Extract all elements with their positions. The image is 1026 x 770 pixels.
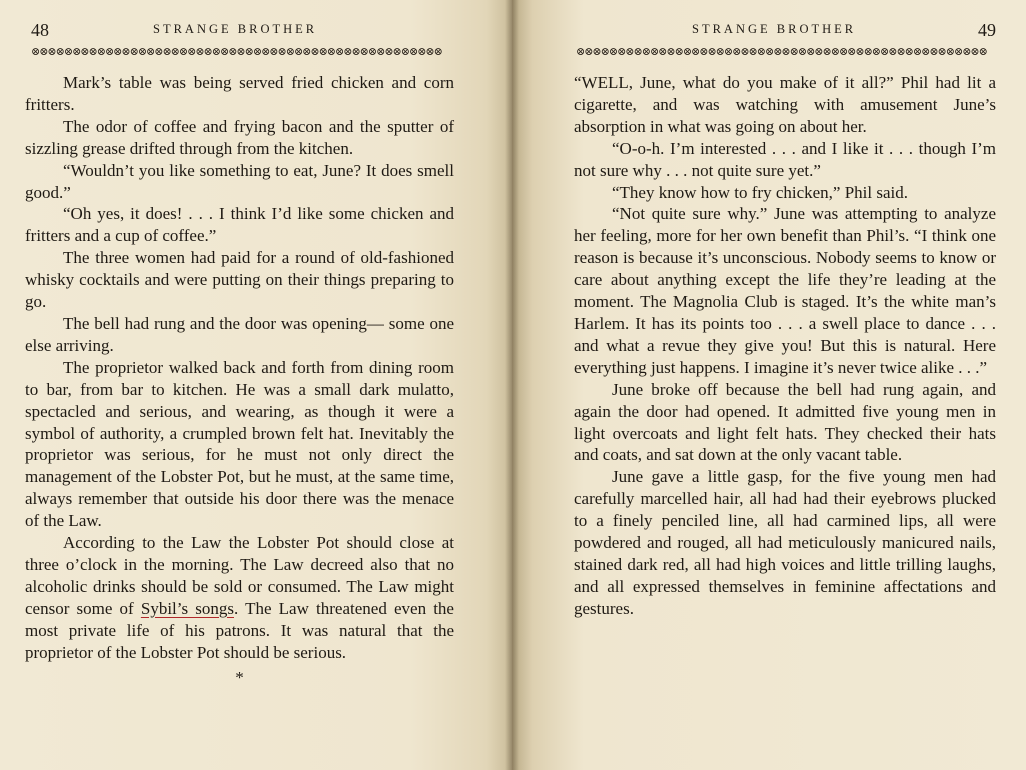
- body-text: [574, 72, 996, 620]
- underlined-text: Sybil’s songs: [140, 598, 234, 618]
- ornamental-rule: ⊗⊗⊗⊗⊗⊗⊗⊗⊗⊗⊗⊗⊗⊗⊗⊗⊗⊗⊗⊗⊗⊗⊗⊗⊗⊗⊗⊗⊗⊗⊗⊗⊗⊗⊗⊗⊗⊗⊗⊗⊗⊗⊗⊗⊗⊗⊗⊗⊗⊗: [31, 46, 442, 58]
- paragraph: The bell had rung and the door was opening— some one else arriving.: [25, 313, 454, 355]
- paragraph: The three women had paid for a round of old-fashioned whisky cocktails and were putting on their things preparing to go.: [25, 248, 454, 312]
- running-head: STRANGE BROTHER: [692, 22, 857, 36]
- book-gutter: [505, 0, 519, 770]
- section-break: *: [235, 668, 244, 688]
- paragraph: June broke off because the bell had rung again, and again the door had opened. It admitted five young men in light overcoats and light felt hats. They checked their hats and coats, and sat down at the only vacant table.: [574, 379, 996, 465]
- paragraph: “O-o-h. I’m interested . . . and I like it . . . though I’m not sure why . . . not quite sure yet.”: [574, 138, 996, 180]
- paragraph: The proprietor walked back and forth from dining room to bar, from bar to kitchen. He was a small dark mulatto, spectacled and serious, and wearing, as though it were a symbol of authority, a crumpled brown felt hat. Inevitably the proprietor was serious, for he must not only direct the management of the Lobster Pot, but he must, at the same time, always remember that outside his door there was the menace of the Law.: [25, 357, 454, 531]
- paragraph: [574, 72, 996, 138]
- text-run: According to the Law the Lobster Pot should close at three o’clock in the morning. The Law decreed also that no alcoholic drinks should be sold or consumed. The Law might censor some of: [25, 533, 454, 618]
- paragraph: “They know how to fry chicken,” Phil said.: [612, 182, 909, 202]
- text-run: “W: [574, 73, 598, 92]
- smallcaps-text: ELL: [597, 73, 629, 92]
- paragraph: Mark’s table was being served fried chicken and corn fritters.: [25, 73, 454, 114]
- page-number: 48: [31, 20, 49, 40]
- body-text: [25, 72, 454, 689]
- paragraph: “Oh yes, it does! . . . I think I’d like some chicken and fritters and a cup of coffee.”: [25, 204, 454, 246]
- paragraph: “Wouldn’t you like something to eat, June? It does smell good.”: [25, 160, 454, 202]
- paragraph: The odor of coffee and frying bacon and the sputter of sizzling grease drifted through from the kitchen.: [25, 116, 454, 158]
- ornamental-rule: ⊗⊗⊗⊗⊗⊗⊗⊗⊗⊗⊗⊗⊗⊗⊗⊗⊗⊗⊗⊗⊗⊗⊗⊗⊗⊗⊗⊗⊗⊗⊗⊗⊗⊗⊗⊗⊗⊗⊗⊗⊗⊗⊗⊗⊗⊗⊗⊗⊗⊗: [576, 46, 987, 58]
- running-head: STRANGE BROTHER: [153, 22, 318, 36]
- paragraph: “Not quite sure why.” June was attempting to analyze her feeling, more for her own benefit than Phil’s. “I think one reason is because it’s unconscious. Nobody seems to know or care about anything except the life they’re leading at the moment. The Magnolia Club is staged. It’s the white man’s Harlem. It has its points too . . . a swell place to dance . . . and what a revue they give you! But this is natural. Here everything just happens. I imagine it’s never twice alike . . .”: [574, 204, 996, 377]
- right-page: [512, 0, 1026, 770]
- text-run: . The Law threatened even the most private life of his patrons. It was natural that the proprietor of the Lobster Pot should be serious.: [25, 598, 454, 662]
- paragraph: June gave a little gasp, for the five young men had carefully marcelled hair, all had had their eyebrows plucked to a finely penciled line, all had carmined lips, all were powdered and rouged, all had meticulously manicured nails, stained dark red, all had high voices and little trilling laughs, and all expressed themselves in feminine affectations and gestures.: [574, 467, 996, 618]
- text-run: , June, what do you make of it all?” Phil had lit a cigarette, and was watching with amusement June’s absorption in what was going on about her.: [574, 73, 996, 136]
- page-number: 49: [978, 20, 996, 40]
- paragraph: [25, 532, 454, 663]
- left-page: [0, 0, 512, 770]
